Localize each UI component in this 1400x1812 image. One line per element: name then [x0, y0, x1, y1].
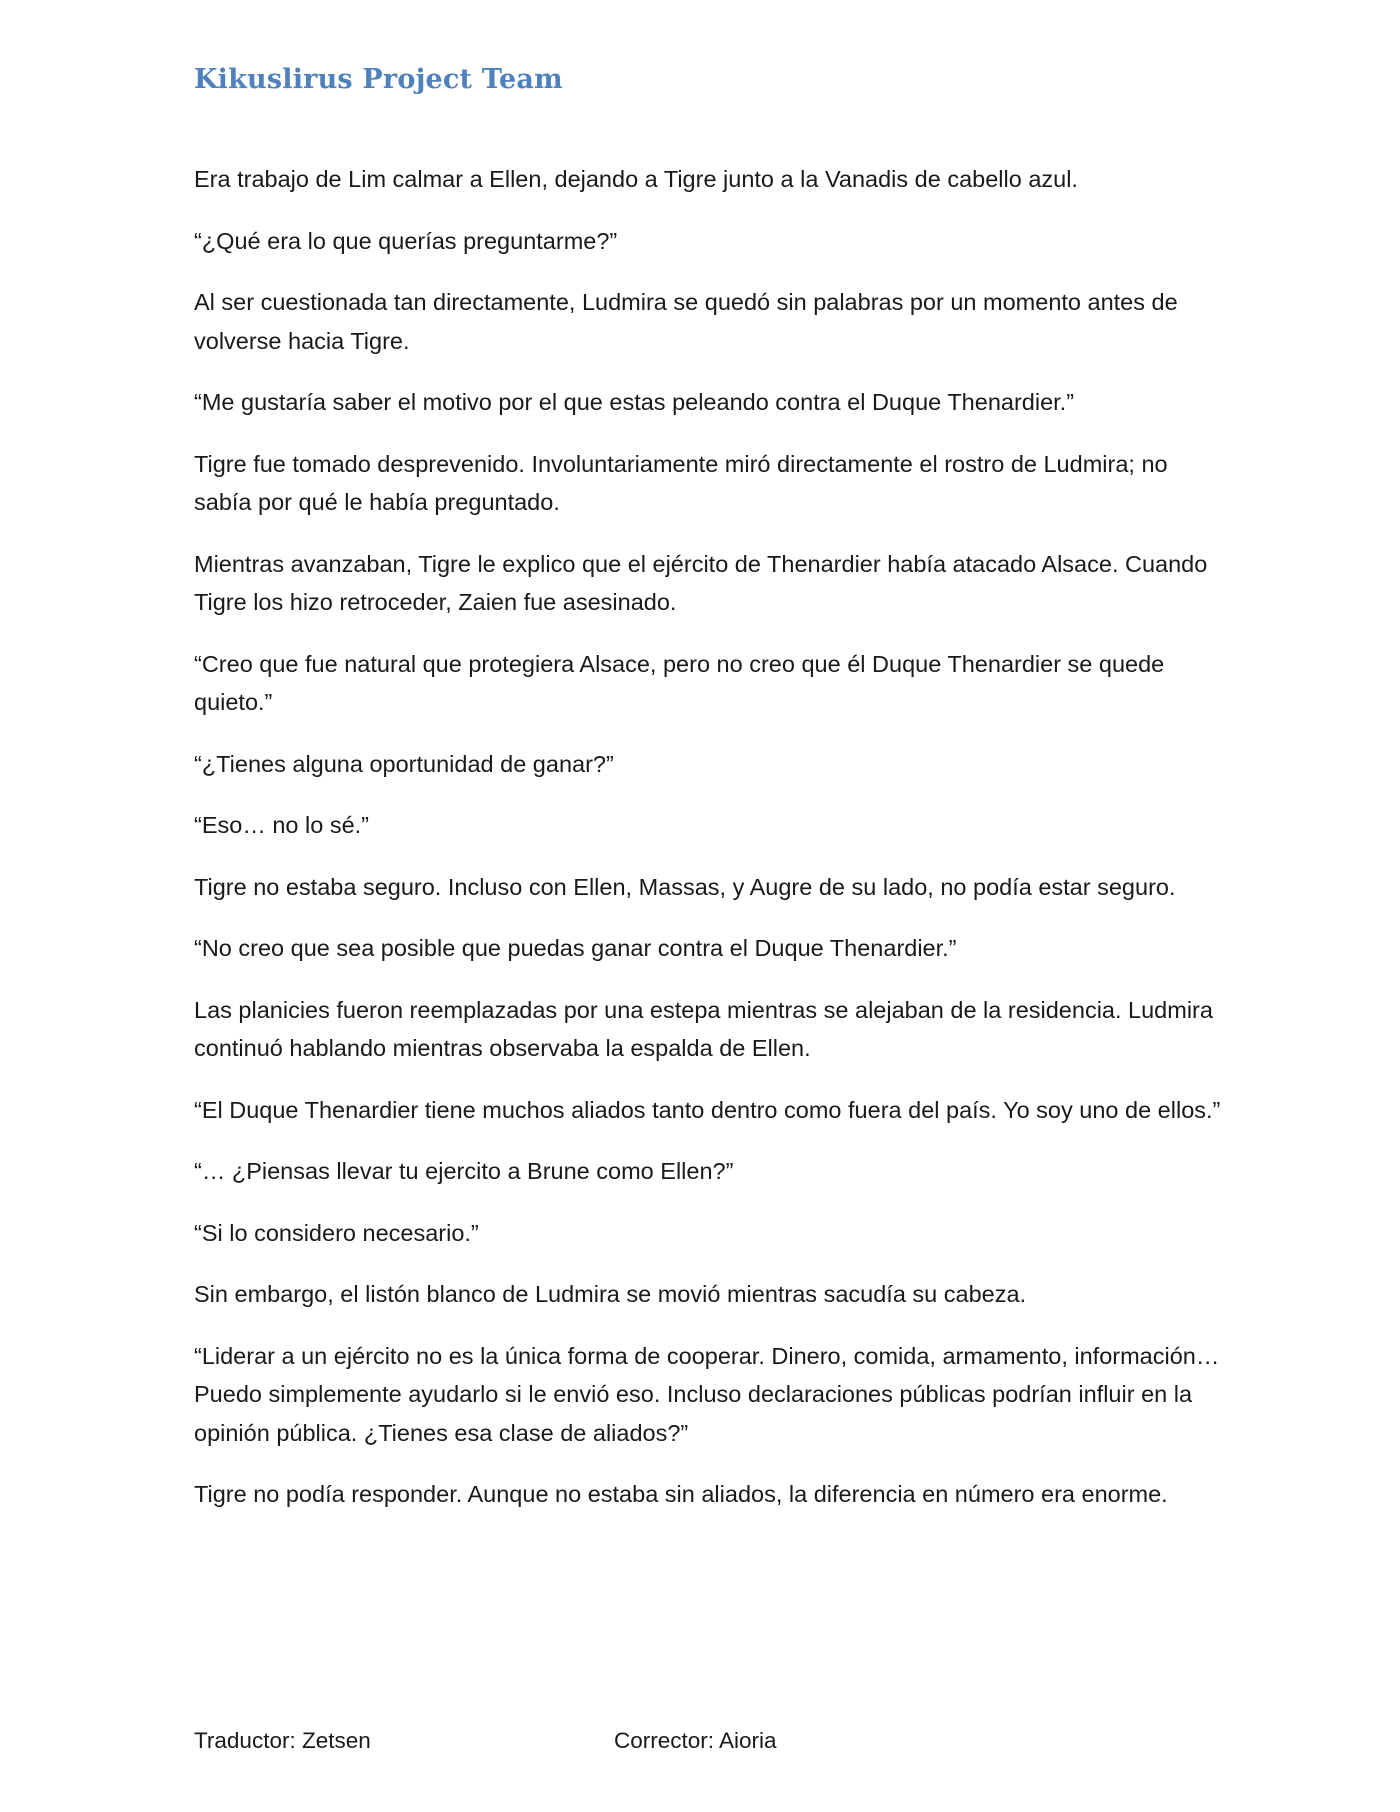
paragraph: “Si lo considero necesario.”	[194, 1219, 479, 1246]
paragraph: Tigre no estaba seguro. Incluso con Ellen, Massas, y Augre de su lado, no podía estar seguro.	[194, 873, 1176, 900]
paragraph: Tigre fue tomado desprevenido. Involuntariamente miró directamente el rostro de Ludmira; no sabía por qué le había preguntado.	[194, 450, 1168, 515]
paragraph: Tigre no podía responder. Aunque no estaba sin aliados, la diferencia en número era enorme.	[194, 1481, 1168, 1507]
paragraph: “Eso… no lo sé.”	[194, 812, 370, 838]
header-title: Kikuslirus Project Team	[194, 64, 563, 95]
paragraph: Las planicies fueron reemplazadas por una estepa mientras se alejaban de la residencia. Ludmira continuó hablando mientras observaba la espalda de Ellen.	[194, 996, 1213, 1061]
paragraph: “El Duque Thenardier tiene muchos aliados tanto dentro como fuera del país. Yo soy uno de ellos.”	[194, 1096, 1221, 1123]
paragraph: “No creo que sea posible que puedas ganar contra el Duque Thenardier.”	[194, 935, 957, 961]
paragraph: Sin embargo, el listón blanco de Ludmira se movió mientras sacudía su cabeza.	[194, 1281, 1027, 1307]
paragraph: “… ¿Piensas llevar tu ejercito a Brune como Ellen?”	[194, 1158, 734, 1184]
paragraph: Era trabajo de Lim calmar a Ellen, dejando a Tigre junto a la Vanadis de cabello azul.	[194, 166, 1078, 192]
paragraph: “Liderar a un ejército no es la única forma de cooperar. Dinero, comida, armamento, información… Puedo simplemente ayudarlo si le envió eso. Incluso declaraciones públicas podrían influir en la opinión pública. ¿Tienes esa clase de aliados?”	[194, 1342, 1220, 1446]
proofreader-credit: Corrector: Aioria	[614, 1728, 777, 1753]
paragraph: Mientras avanzaban, Tigre le explico que el ejército de Thenardier había atacado Alsace. Cuando Tigre los hizo retroceder, Zaien fue asesinado.	[194, 550, 1208, 615]
translator-credit: Traductor: Zetsen	[194, 1728, 371, 1753]
paragraph: “Me gustaría saber el motivo por el que estas peleando contra el Duque Thenardier.”	[194, 389, 1075, 415]
body-text	[194, 160, 1224, 1537]
paragraph: “Creo que fue natural que protegiera Alsace, pero no creo que él Duque Thenardier se quede quieto.”	[194, 650, 1165, 715]
paragraph: “¿Qué era lo que querías preguntarme?”	[194, 227, 618, 254]
paragraph: Al ser cuestionada tan directamente, Ludmira se quedó sin palabras por un momento antes de volverse hacia Tigre.	[194, 289, 1178, 354]
paragraph: “¿Tienes alguna oportunidad de ganar?”	[194, 750, 614, 777]
